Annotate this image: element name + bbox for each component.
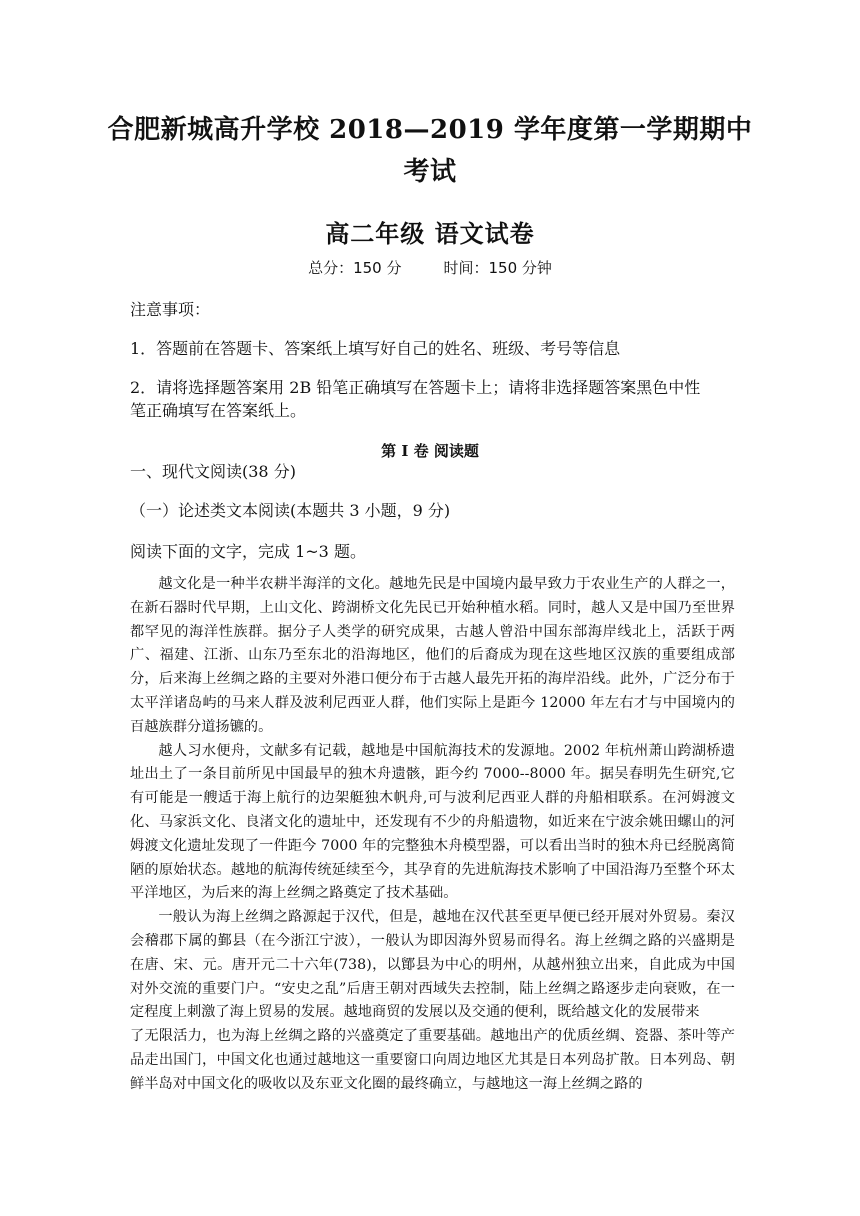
subsection-heading: （一）论述类文本阅读(本题共 3 小题，9 分) bbox=[130, 501, 451, 520]
reading-passage bbox=[130, 573, 735, 1097]
notes-item-1: 1．答题前在答题卡、答案纸上填写好自己的姓名、班级、考号等信息 bbox=[130, 339, 621, 358]
exam-title-line2: 考试 bbox=[403, 157, 457, 187]
notes-item-2-line-2: 笔正确填写在答案纸上。 bbox=[130, 401, 307, 420]
exam-subtitle: 高二年级 语文试卷 bbox=[325, 219, 535, 248]
passage-paragraph-2: 越人习水便舟，文献多有记载，越地是中国航海技术的发源地。2002 年杭州萧山跨湖桥遗址出土了一条目前所见中国最早的独木舟遗骸，距今约 7000--8000 年。据吴春明先生研究,它有可能是一艘适于海上航行的边架艇独木帆舟,可与波利尼西亚人群的舟船相联系。在河姆渡文化、马家浜文化、良渚文化的遗址中，还发现有不少的舟船遗物，如近来在宁波余姚田螺山的河姆渡文化遗址发现了一件距今 7000 年的完整独木舟模型器，可以看出当时的独木舟已经脱离简陋的原始状态。越地的航海传统延续至今，其孕育的先进航海技术影响了中国沿海乃至整个环太平洋地区，为后来的海上丝绸之路奠定了技术基础。 bbox=[130, 742, 735, 902]
notes-item-2-line-1: 2．请将选择题答案用 2B 铅笔正确填写在答题卡上；请将非选择题答案黑色中性 bbox=[130, 378, 701, 397]
exam-time: 时间：150 分钟 bbox=[443, 259, 552, 277]
passage-paragraph-3: 一般认为海上丝绸之路源起于汉代，但是，越地在汉代甚至更早便已经开展对外贸易。秦汉会稽郡下属的鄞县（在今浙江宁波），一般认为即因海外贸易而得名。海上丝绸之路的兴盛期是在唐、宋、元。唐开元二十六年(738)，以鄮县为中心的明州，从越州独立出来，自此成为中国对外交流的重要门户。“安史之乱”后唐王朝对西域失去控制，陆上丝绸之路逐步走向衰败，在一定程度上刺激了海上贸易的发展。越地商贸的发展以及交通的便利，既给越文化的发展带来 bbox=[130, 909, 735, 1021]
notes-heading: 注意事项： bbox=[130, 300, 211, 319]
section-heading: 一、现代文阅读(38 分) bbox=[130, 462, 296, 481]
part-title: 第 I 卷 阅读题 bbox=[381, 442, 479, 460]
passage-paragraph-4: 了无限活力，也为海上丝绸之路的兴盛奠定了重要基础。越地出产的优质丝绸、瓷器、茶叶等产品走出国门，中国文化也通过越地这一重要窗口向周边地区尤其是日本列岛扩散。日本列岛、朝鲜半岛对中国文化的吸收以及东亚文化圈的最终确立，与越地这一海上丝绸之路的 bbox=[130, 1028, 735, 1092]
reading-instruction: 阅读下面的文字，完成 1~3 题。 bbox=[130, 542, 366, 561]
total-score: 总分：150 分 bbox=[308, 259, 402, 277]
exam-title-line1: 合肥新城高升学校 2018—2019 学年度第一学期期中 bbox=[107, 115, 753, 145]
exam-meta bbox=[100, 257, 760, 279]
passage-paragraph-1: 越文化是一种半农耕半海洋的文化。越地先民是中国境内最早致力于农业生产的人群之一，在新石器时代早期，上山文化、跨湖桥文化先民已开始种植水稻。同时，越人又是中国乃至世界都罕见的海洋性族群。据分子人类学的研究成果，古越人曾沿中国东部海岸线北上，活跃于两广、福建、江浙、山东乃至东北的沿海地区，他们的后裔成为现在这些地区汉族的重要组成部分，后来海上丝绸之路的主要对外港口便分布于古越人最先开拓的海岸沿线。此外，广泛分布于太平洋诸岛屿的马来人群及波利尼西亚人群，他们实际上是距今 12000 年左右才与中国境内的百越族群分道扬镳的。 bbox=[130, 576, 735, 735]
